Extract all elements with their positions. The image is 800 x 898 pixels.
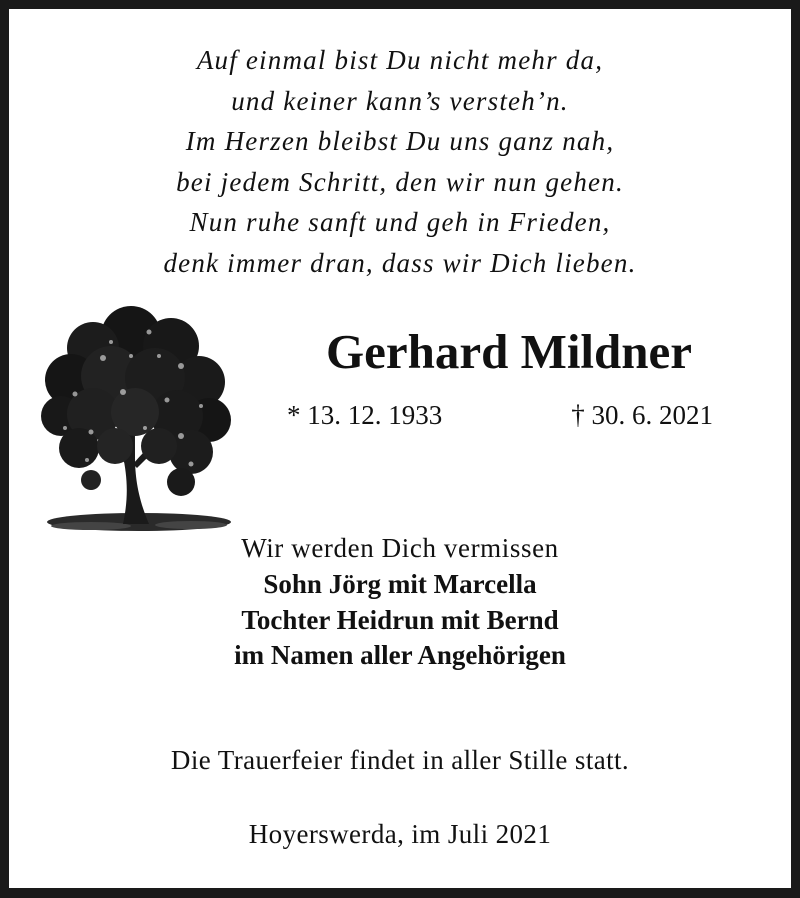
oak-tree-icon <box>31 296 236 538</box>
birth-date: * 13. 12. 1933 <box>287 400 443 430</box>
deceased-name: Gerhard Mildner <box>325 324 693 379</box>
poem-line: Nun ruhe sanft und geh in Frieden, <box>189 207 611 238</box>
poem-line: Auf einmal bist Du nicht mehr da, <box>196 45 604 75</box>
ceremony-note: Die Trauerfeier findet in aller Stille statt. <box>170 745 630 775</box>
poem-line: Im Herzen bleibst Du uns ganz nah, <box>185 126 615 157</box>
mourners-list <box>9 567 791 674</box>
poem-line: bei jedem Schritt, den wir nun gehen. <box>176 166 624 197</box>
death-date: † 30. 6. 2021 <box>571 400 713 430</box>
poem-line: denk immer dran, dass wir Dich lieben. <box>163 247 637 278</box>
mourners-intro: Wir werden Dich vermissen <box>241 533 559 563</box>
poem-line: und keiner kann’s versteh’n. <box>231 85 569 116</box>
mourner-line: Sohn Jörg mit Marcella <box>263 569 537 599</box>
mourner-line: Tochter Heidrun mit Bernd <box>241 604 559 635</box>
mourner-line: im Namen aller Angehörigen <box>234 640 566 670</box>
poem <box>9 40 791 284</box>
place-date: Hoyerswerda, im Juli 2021 <box>248 819 552 849</box>
